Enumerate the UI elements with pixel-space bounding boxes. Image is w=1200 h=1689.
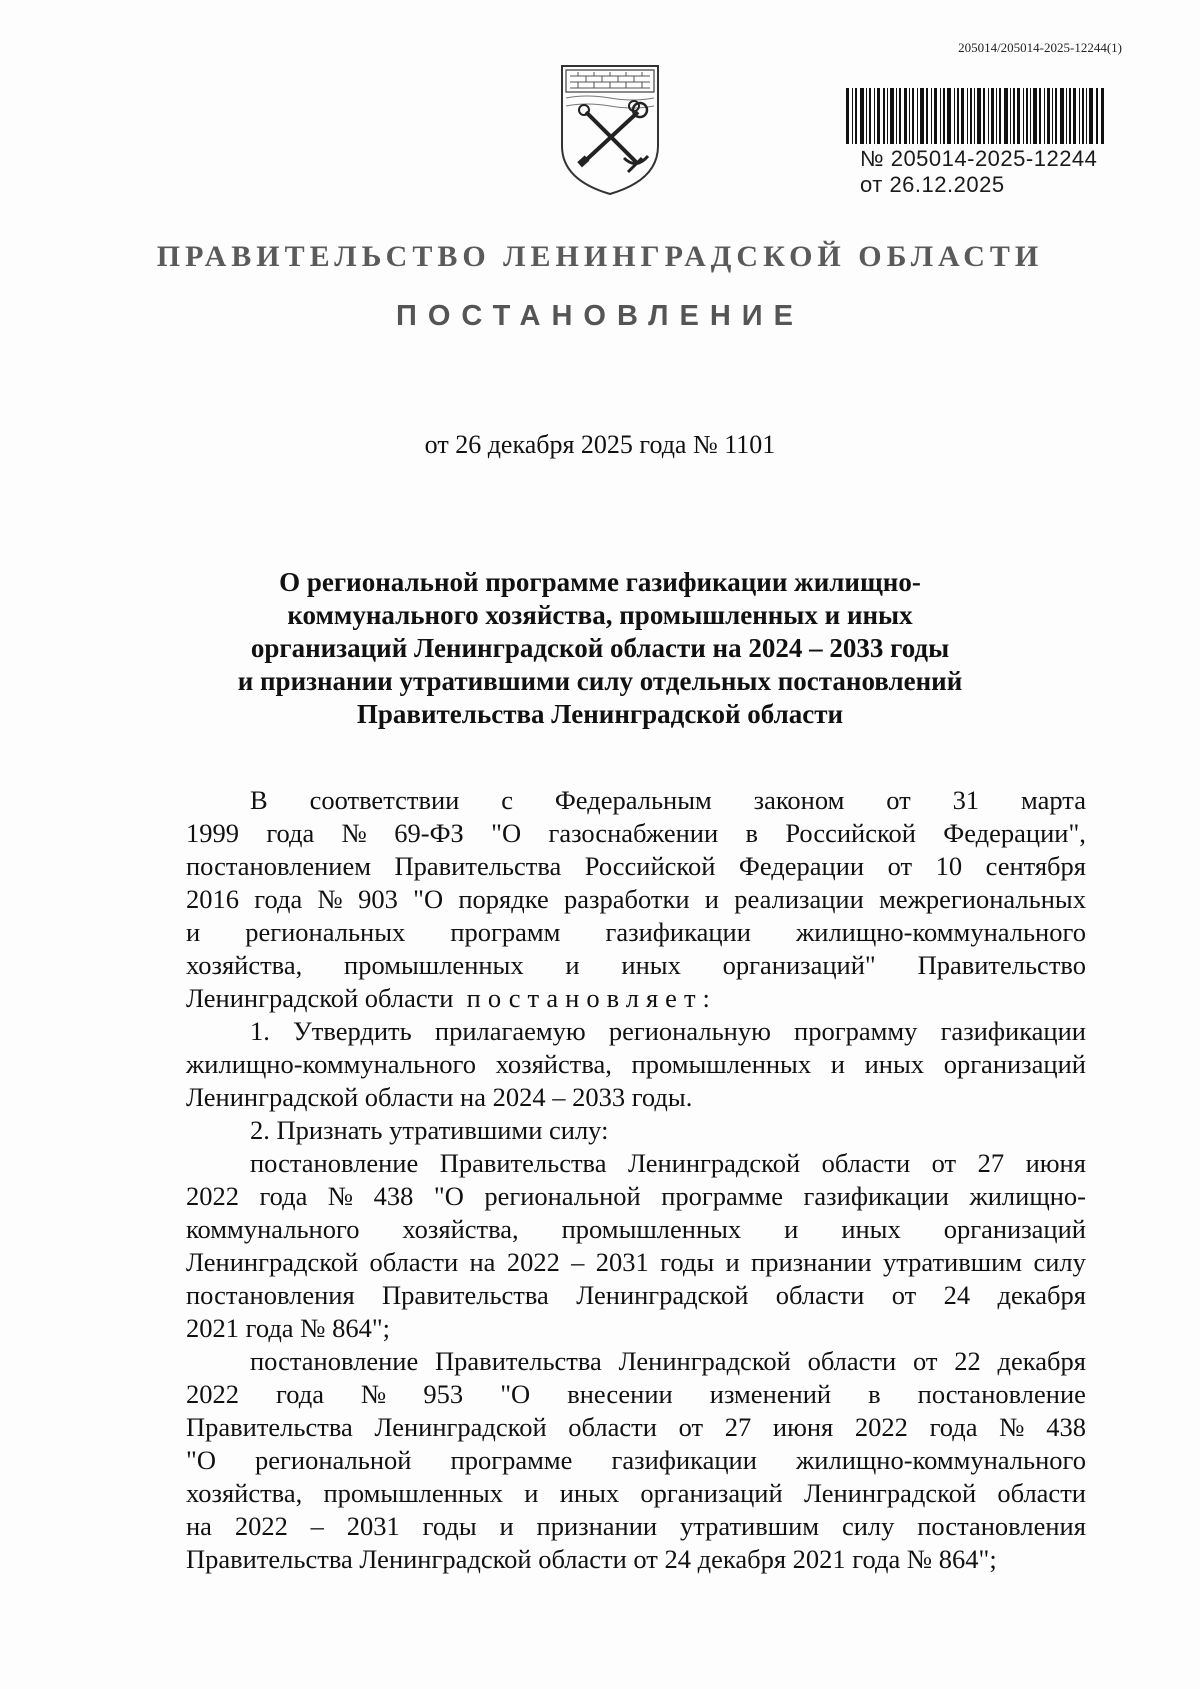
paragraph-line <box>186 1444 1086 1477</box>
word: силу <box>1033 1247 1086 1277</box>
word: области <box>997 1478 1086 1508</box>
word: промышленных <box>323 1478 504 1508</box>
word: 2016 <box>186 884 239 914</box>
paragraph-line <box>186 1312 1086 1345</box>
word: июня <box>772 1412 834 1442</box>
word: организаций" <box>722 950 876 980</box>
text-fragment: Правительства Ленинградской области от 24 декабря 2021 года № 864"; <box>186 1544 997 1574</box>
word: промышленных <box>344 950 524 980</box>
word: на <box>186 1511 212 1541</box>
subject-line: организаций Ленинградской области на 2024 – 2033 годы <box>250 633 950 663</box>
word: области <box>821 1148 911 1178</box>
word: В <box>250 785 268 815</box>
document-type: ПОСТАНОВЛЕНИЕ <box>396 300 804 332</box>
word: июня <box>1025 1148 1086 1178</box>
paragraph-line <box>186 949 1086 982</box>
paragraph-line <box>186 1180 1086 1213</box>
word: газификации <box>611 1445 757 1475</box>
word: газификации <box>803 1181 949 1211</box>
word: региональных <box>245 917 406 947</box>
paragraph-line <box>186 1213 1086 1246</box>
word: внесении <box>567 1379 673 1409</box>
word: порядке <box>458 884 549 914</box>
word: 2031 <box>346 1511 400 1541</box>
resolution-subject <box>200 566 1000 731</box>
word: сентября <box>985 851 1086 881</box>
word: иных <box>864 1049 925 1079</box>
word: жилищно-коммунального <box>796 1445 1086 1475</box>
word: и <box>704 884 719 914</box>
word: 24 <box>943 1280 971 1310</box>
word: утратившим <box>882 1247 1023 1277</box>
word: 2022 <box>234 1511 288 1541</box>
word: Правительства <box>435 1346 602 1376</box>
word: – <box>310 1511 324 1541</box>
word: от <box>678 1412 704 1442</box>
word: Ленинградской <box>803 1478 977 1508</box>
word: "О <box>186 1445 216 1475</box>
paragraph-line <box>186 982 1086 1015</box>
word: Утвердить <box>293 1016 412 1046</box>
paragraph-line <box>186 1015 1086 1048</box>
word: Ленинградской <box>186 1247 359 1277</box>
word: межрегиональных <box>879 884 1086 914</box>
word: и <box>524 1478 539 1508</box>
word: 438 <box>1046 1412 1086 1442</box>
resolution-body <box>186 784 1086 1576</box>
word: № <box>327 1181 354 1211</box>
word: иных <box>559 1478 620 1508</box>
paragraph-line <box>186 1048 1086 1081</box>
word: хозяйства, <box>186 950 303 980</box>
word: 2022 <box>186 1181 239 1211</box>
government-title: ПРАВИТЕЛЬСТВО ЛЕНИНГРАДСКОЙ ОБЛАСТИ <box>156 240 1044 273</box>
word: декабря <box>997 1280 1086 1310</box>
word: постановления <box>917 1511 1086 1541</box>
paragraph-line <box>186 1378 1086 1411</box>
barcode-icon <box>846 88 1106 144</box>
word: Российской <box>785 818 916 848</box>
word: Ленинградской <box>374 1412 547 1442</box>
subject-line: коммунального хозяйства, промышленных и иных <box>287 600 913 630</box>
word: 22 <box>954 1346 981 1376</box>
paragraph-line <box>186 1246 1086 1279</box>
word: силу <box>841 1511 895 1541</box>
word: 2022 <box>186 1379 239 1409</box>
word: года <box>929 1412 978 1442</box>
word: года <box>259 1181 308 1211</box>
word: 1999 <box>186 818 239 848</box>
word: прилагаемую <box>434 1016 586 1046</box>
coat-of-arms-icon <box>556 62 664 198</box>
paragraph-line <box>186 883 1086 916</box>
word: 27 <box>724 1412 752 1442</box>
word: 2031 <box>595 1247 649 1277</box>
paragraph-item-2 <box>186 1114 1086 1147</box>
word: признании <box>751 1247 872 1277</box>
word: реализации <box>734 884 864 914</box>
word: Федеральным <box>554 785 712 815</box>
word: постановление <box>250 1346 419 1376</box>
word: и <box>784 1214 799 1244</box>
word: соответствии <box>309 785 460 815</box>
paragraph-repealed-1 <box>186 1147 1086 1312</box>
word: Федерации", <box>943 818 1086 848</box>
word: Правительства <box>186 1412 353 1442</box>
word: области <box>807 1346 897 1376</box>
word: газификации <box>940 1016 1086 1046</box>
word: Правительства <box>394 851 562 881</box>
paragraph-line <box>186 1543 1086 1576</box>
word: "О <box>433 1181 464 1211</box>
word: промышленных <box>561 1214 742 1244</box>
word: Ленинградской <box>627 1148 801 1178</box>
word: 69-ФЗ <box>394 818 464 848</box>
word: 10 <box>935 851 963 881</box>
word: с <box>501 785 513 815</box>
word: жилищно-коммунального <box>795 917 1086 947</box>
word: хозяйства, <box>186 1478 303 1508</box>
word: Российской <box>584 851 716 881</box>
paragraph-line <box>186 1411 1086 1444</box>
word: в <box>868 1379 881 1409</box>
word: в <box>745 818 758 848</box>
paragraph-line <box>186 1279 1086 1312</box>
registration-number: № 205014-2025-12244 <box>860 146 1098 171</box>
word: газификации <box>605 917 751 947</box>
subject-line: О региональной программе газификации жилищно- <box>279 567 921 597</box>
word: и <box>565 950 580 980</box>
word: годы <box>660 1247 715 1277</box>
word: изменений <box>709 1379 832 1409</box>
paragraph-line <box>186 850 1086 883</box>
subject-line: и признании утратившими силу отдельных постановлений <box>237 666 963 696</box>
paragraph-item-1 <box>186 1015 1086 1081</box>
paragraph-line <box>186 1081 1086 1114</box>
subject-line: Правительства Ленинградской области <box>356 699 844 729</box>
word: признании <box>536 1511 658 1541</box>
word: Правительства <box>382 1280 549 1310</box>
word: от <box>891 1280 917 1310</box>
text-fragment: 2. Признать утратившими силу: <box>250 1115 609 1145</box>
word: 438 <box>373 1181 414 1211</box>
paragraph-line <box>186 1477 1086 1510</box>
word: области <box>369 1247 459 1277</box>
word: от <box>886 785 911 815</box>
word: от <box>931 1148 957 1178</box>
word: постановление <box>917 1379 1086 1409</box>
word: организаций <box>640 1478 783 1508</box>
word: "О <box>413 884 444 914</box>
registration-stamp <box>860 146 1097 198</box>
word: жилищно-коммунального <box>186 1049 476 1079</box>
word: постановление <box>250 1148 419 1178</box>
word: программ <box>450 917 561 947</box>
resolution-date-number: от 26 декабря 2025 года № 1101 <box>424 430 776 459</box>
paragraph-repealed-2 <box>186 1345 1086 1543</box>
paragraph-line <box>186 817 1086 850</box>
word: области <box>568 1412 657 1442</box>
word: 2022 <box>854 1412 908 1442</box>
word: – <box>571 1247 585 1277</box>
word: Правительство <box>917 950 1086 980</box>
word: Ленинградской <box>576 1280 749 1310</box>
word: Правительства <box>439 1148 607 1178</box>
text-fragment: 2021 года № 864"; <box>186 1313 391 1343</box>
paragraph-line <box>186 784 1086 817</box>
word: коммунального <box>186 1214 360 1244</box>
word: 27 <box>977 1148 1005 1178</box>
word: № <box>341 818 367 848</box>
paragraph-line <box>186 1345 1086 1378</box>
word: от <box>887 851 913 881</box>
paragraph-preamble <box>186 784 1086 982</box>
text-fragment: Ленинградской области на 2024 – 2033 годы. <box>186 1082 693 1112</box>
word: № <box>317 884 343 914</box>
word: 2022 <box>506 1247 560 1277</box>
word: годы <box>422 1511 477 1541</box>
word: и <box>725 1247 740 1277</box>
word: на <box>469 1247 496 1277</box>
paragraph-line <box>186 916 1086 949</box>
word: области <box>775 1280 865 1310</box>
word: региональной <box>255 1445 412 1475</box>
word: хозяйства, <box>495 1049 612 1079</box>
word: года <box>254 884 303 914</box>
word: программу <box>794 1016 918 1046</box>
word: постановления <box>186 1280 355 1310</box>
word: декабря <box>997 1346 1086 1376</box>
word: постановлением <box>186 851 371 881</box>
word: газоснабжении <box>548 818 719 848</box>
word: иных <box>621 950 681 980</box>
word: № <box>999 1412 1025 1442</box>
word: 903 <box>358 884 398 914</box>
word: марта <box>1021 785 1086 815</box>
word: иных <box>841 1214 901 1244</box>
word: разработки <box>564 884 690 914</box>
word: года <box>276 1379 324 1409</box>
word: 1. <box>250 1016 270 1046</box>
text-fragment: Ленинградской области <box>186 983 454 1013</box>
word: промышленных <box>631 1049 812 1079</box>
word: "О <box>491 818 522 848</box>
word: региональную <box>608 1016 771 1046</box>
word: и <box>830 1049 845 1079</box>
word: года <box>266 818 315 848</box>
word: хозяйства, <box>402 1214 519 1244</box>
word: № <box>361 1379 387 1409</box>
word: и <box>499 1511 514 1541</box>
word: законом <box>753 785 845 815</box>
paragraph-line <box>186 1147 1086 1180</box>
word: жилищно- <box>969 1181 1086 1211</box>
word: Ленинградской <box>618 1346 791 1376</box>
word: региональной <box>484 1181 641 1211</box>
word: программе <box>661 1181 784 1211</box>
paragraph-line <box>186 1510 1086 1543</box>
word: и <box>186 917 201 947</box>
decree-word: постановляет: <box>466 983 717 1013</box>
word: организаций <box>943 1214 1086 1244</box>
word: от <box>912 1346 938 1376</box>
word: утратившим <box>679 1511 820 1541</box>
word: "О <box>500 1379 531 1409</box>
word: 953 <box>423 1379 464 1409</box>
word: Федерации <box>738 851 865 881</box>
word: программе <box>450 1445 573 1475</box>
word: организаций <box>943 1049 1086 1079</box>
document-code: 205014/205014-2025-12244(1) <box>958 40 1122 55</box>
registration-date: от 26.12.2025 <box>860 172 1005 197</box>
word: 31 <box>952 785 980 815</box>
